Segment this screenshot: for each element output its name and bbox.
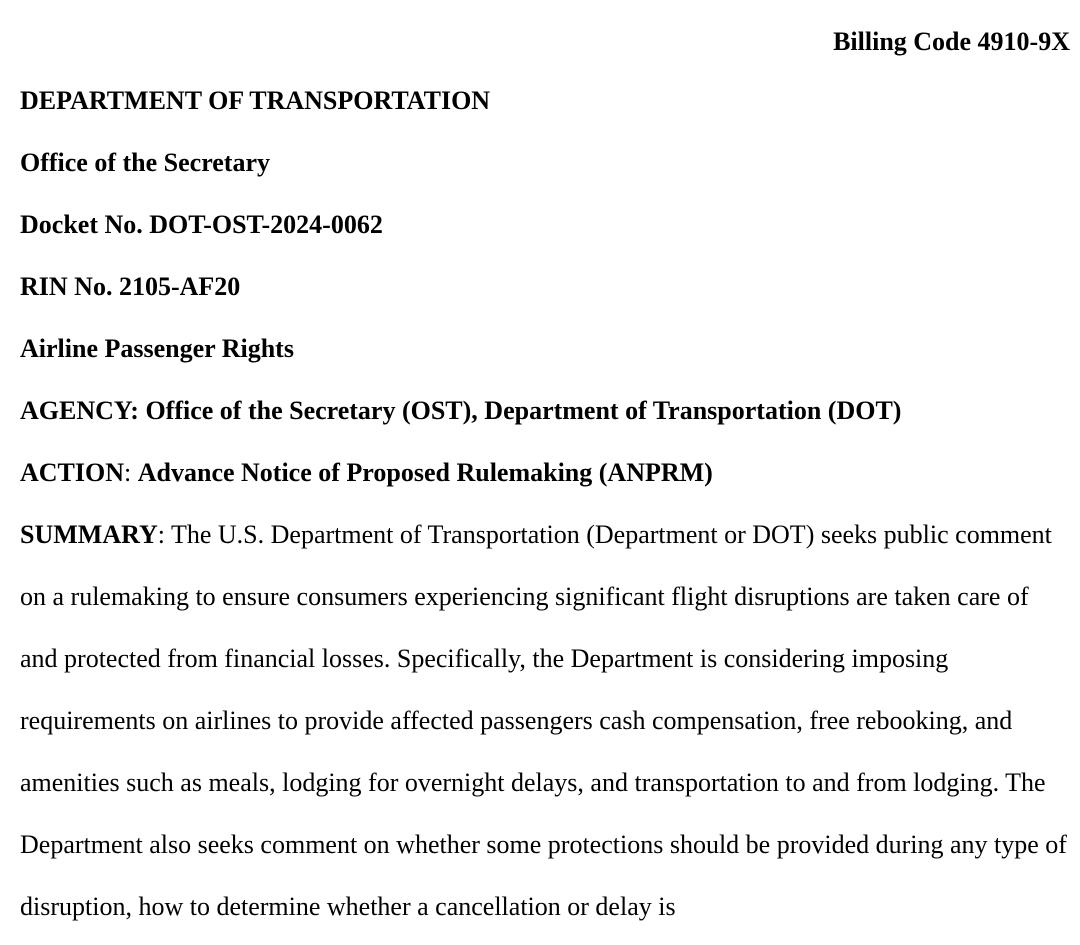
summary-paragraph [20, 504, 1070, 938]
docket-number: Docket No. DOT-OST-2024-0062 [20, 210, 383, 239]
action-separator: : [124, 458, 138, 487]
department-heading: DEPARTMENT OF TRANSPORTATION [20, 86, 491, 115]
billing-code: Billing Code 4910-9X [833, 27, 1070, 56]
office-heading: Office of the Secretary [20, 148, 271, 177]
rin-number: RIN No. 2105-AF20 [20, 272, 241, 301]
summary-text: : The U.S. Department of Transportation (Department or DOT) seeks public comment on a rulemaking to ensure consumers experiencing significant flight disruptions are taken care of and protected from financial losses. Specifically, the Department is considering imposing requirements on airlines to provide affected passengers cash compensation, free rebooking, and amenities such as meals, lodging for overnight delays, and transportation to and from lodging. The Department also seeks comment on whether some protections should be provided during any type of disruption, how to determine whether a cancellation or delay is [20, 520, 1067, 921]
summary-label: SUMMARY [20, 520, 158, 549]
document-body [20, 86, 1070, 938]
document-title: Airline Passenger Rights [20, 334, 294, 363]
action-label: ACTION [20, 458, 125, 487]
agency-line: AGENCY: Office of the Secretary (OST), Department of Transportation (DOT) [20, 396, 902, 425]
action-line [20, 458, 1070, 488]
action-text: Advance Notice of Proposed Rulemaking (ANPRM) [137, 458, 713, 487]
